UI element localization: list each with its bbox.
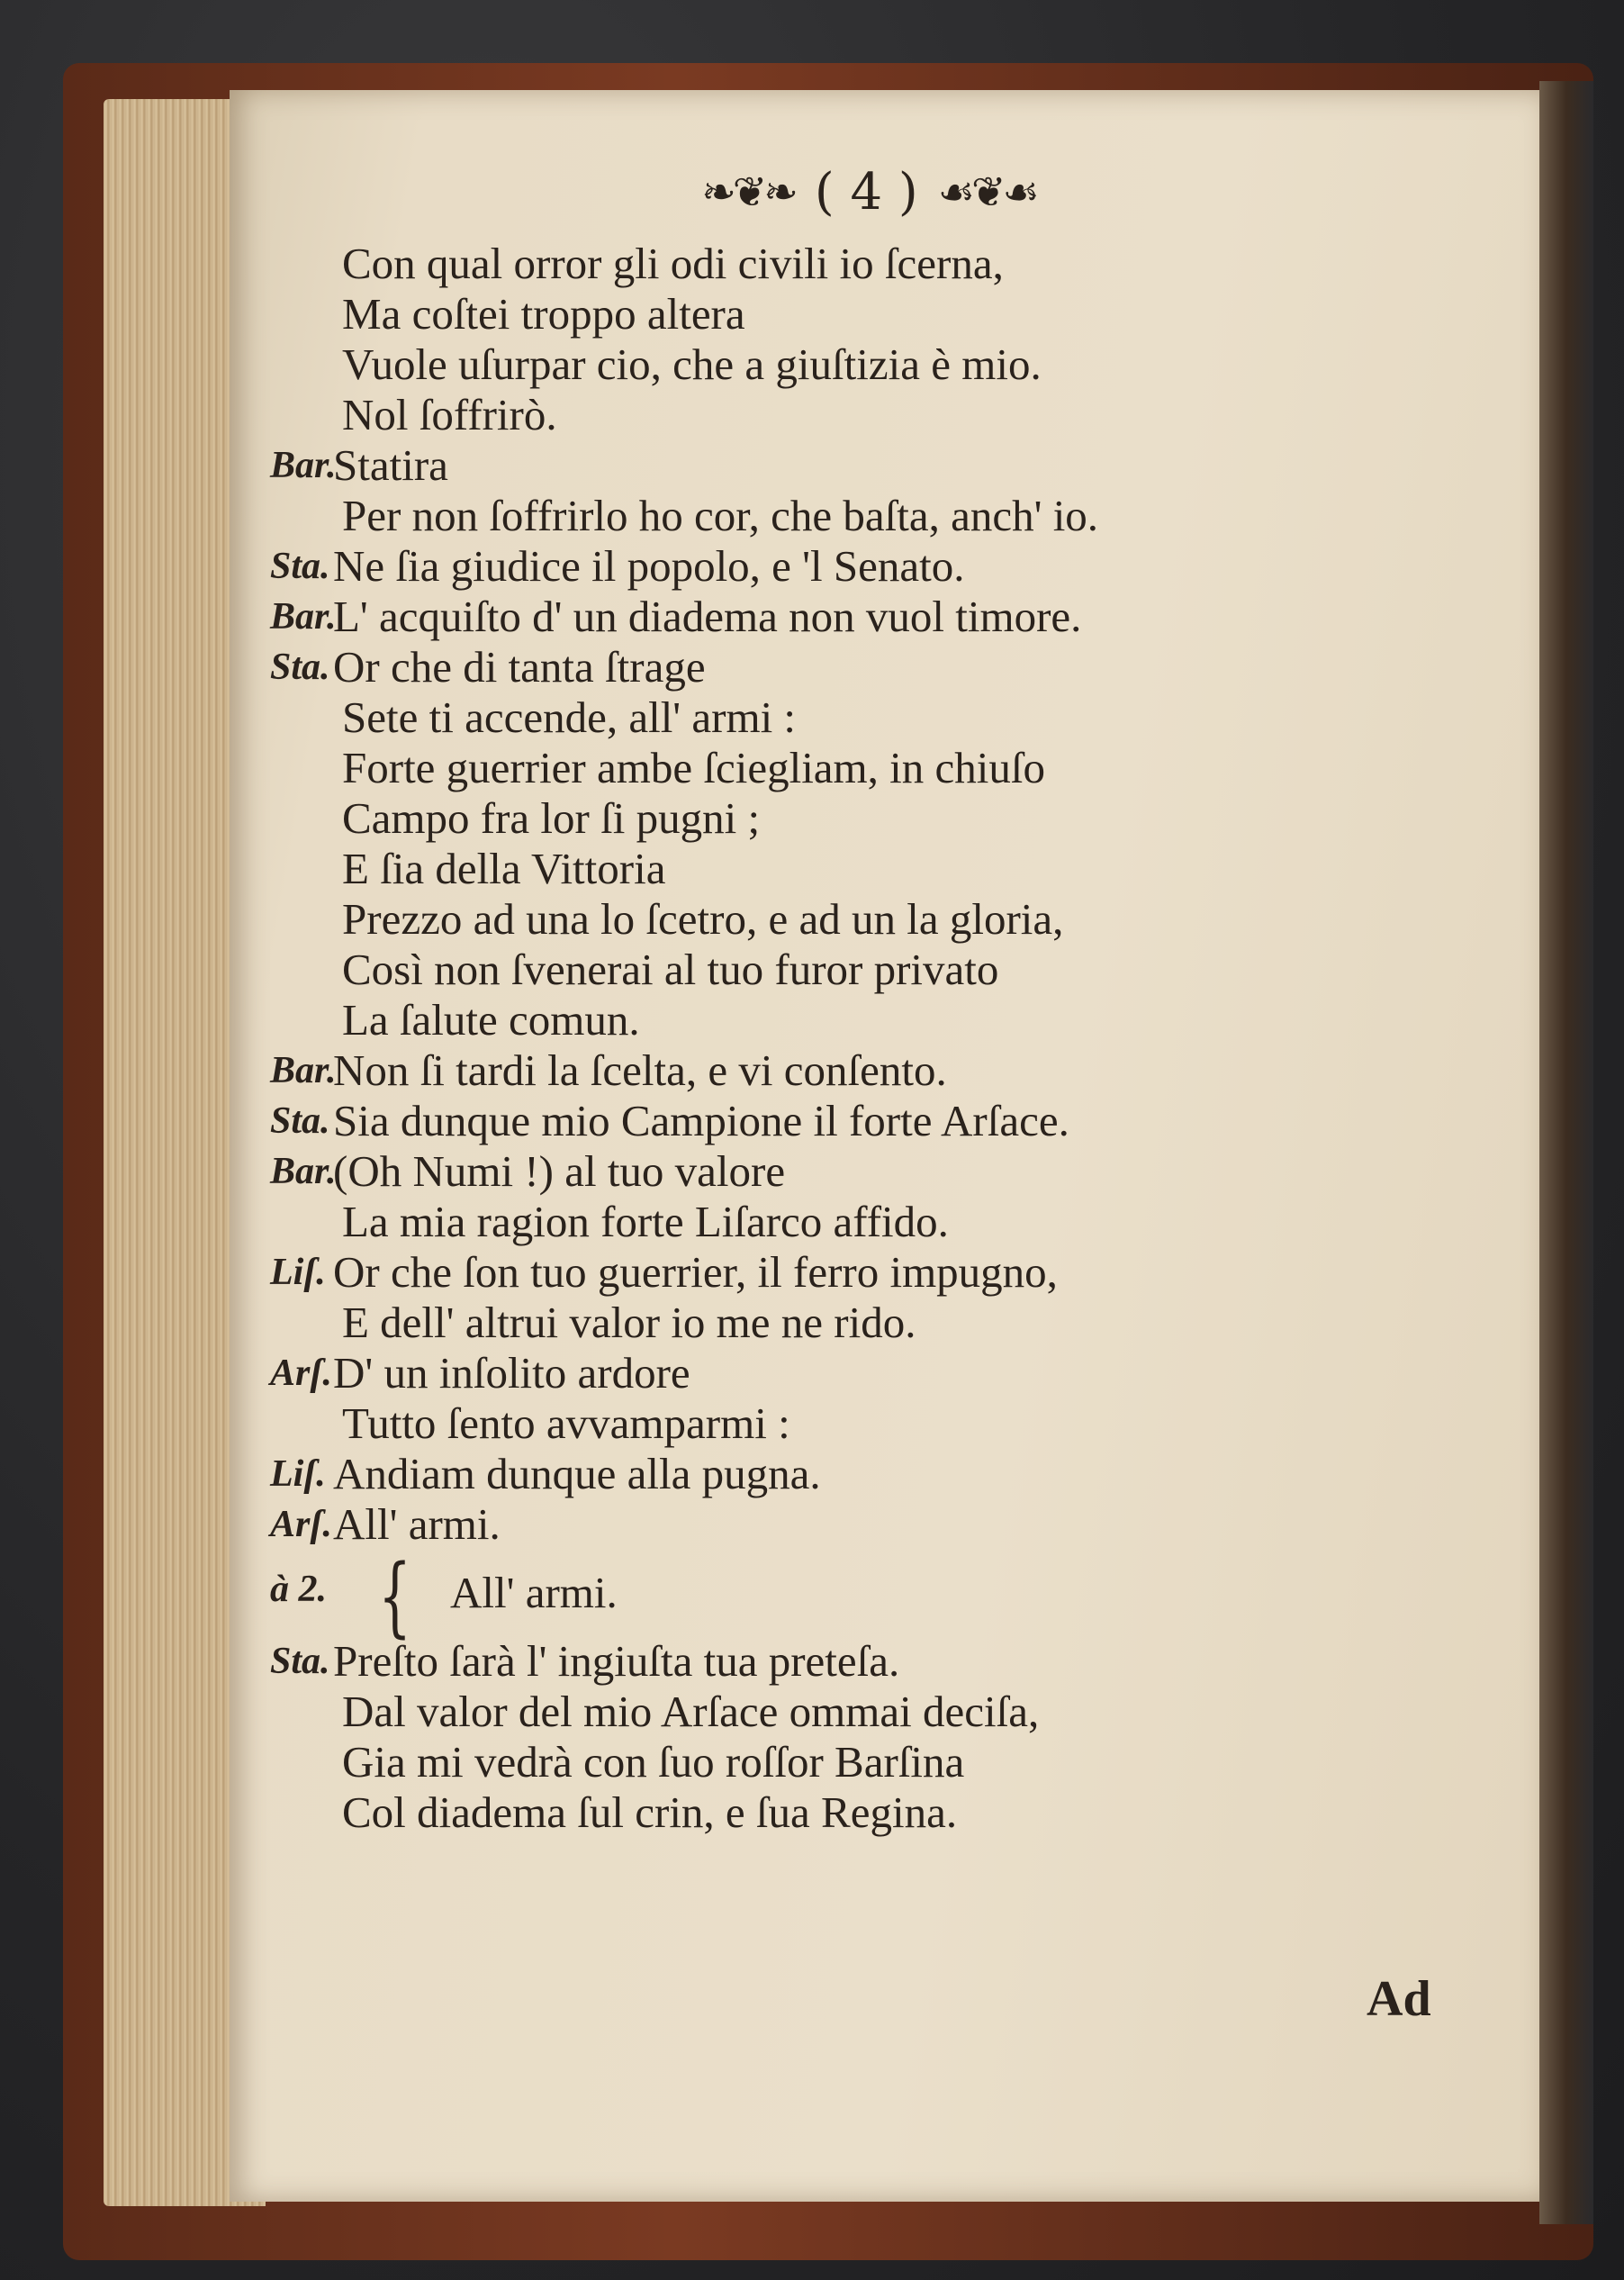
text-line	[270, 1499, 1458, 1550]
speaker-label: à 2.	[270, 1569, 327, 1610]
text-line	[270, 692, 1458, 743]
speaker-label: Arſ.	[270, 1353, 332, 1394]
text-line	[270, 793, 1458, 844]
verse-text: Sete ti accende, all' armi :	[342, 692, 797, 742]
text-line	[270, 1247, 1458, 1298]
text-line	[270, 1348, 1458, 1398]
text-line	[270, 1787, 1458, 1838]
verse-text: E dell' altrui valor io me ne rido.	[342, 1298, 916, 1347]
verse-text: Nol ſoffrirò.	[342, 390, 557, 439]
verse-text: Prezzo ad una lo ſcetro, e ad un la gloria,	[342, 894, 1064, 944]
text-line	[270, 289, 1458, 339]
verse-text: Forte guerrier ambe ſciegliam, in chiuſo	[342, 743, 1046, 792]
chorus-line	[270, 1546, 1458, 1647]
speaker-label: Liſ.	[270, 1252, 326, 1293]
verse-text: Per non ſoffrirlo ho cor, che baſta, anch' io.	[342, 491, 1099, 540]
speaker-label: Liſ.	[270, 1453, 326, 1495]
speaker-label: Bar.	[270, 1050, 337, 1091]
text-line	[270, 894, 1458, 945]
text-line	[270, 945, 1458, 995]
text-line	[270, 642, 1458, 692]
text-line	[270, 1298, 1458, 1348]
verse-text: Or che di tanta ſtrage	[333, 642, 706, 692]
text-line	[270, 1197, 1458, 1247]
verse-text: Non ſi tardi la ſcelta, e vi conſento.	[333, 1045, 947, 1095]
facing-page-edge	[1539, 81, 1593, 2224]
speaker-label: Sta.	[270, 1641, 330, 1682]
brace-icon: {	[378, 1546, 411, 1647]
text-line	[270, 844, 1458, 894]
verse-text: Gia mi vedrà con ſuo roſſor Barſina	[342, 1737, 965, 1787]
verse-text: La ſalute comun.	[342, 995, 640, 1045]
verse-text: La mia ragion forte Liſarco affido.	[342, 1197, 949, 1246]
catchword: Ad	[1367, 1971, 1431, 2027]
verse-text: Preſto ſarà l' ingiuſta tua preteſa.	[333, 1636, 900, 1686]
text-line	[270, 995, 1458, 1045]
text-line	[270, 1636, 1458, 1687]
text-line	[270, 592, 1458, 642]
speaker-label: Bar.	[270, 1151, 337, 1192]
verse-text: E ſia della Vittoria	[342, 844, 666, 893]
verse-text: Con qual orror gli odi civili io ſcerna,	[342, 239, 1004, 288]
verse-text: All' armi.	[333, 1499, 501, 1549]
verse-text: Tutto ſento avvamparmi :	[342, 1398, 790, 1448]
speaker-label: Sta.	[270, 647, 330, 688]
text-line	[270, 440, 1458, 491]
libretto-text	[270, 239, 1458, 1838]
verse-text: L' acquiſto d' un diadema non vuol timore.	[333, 592, 1082, 641]
text-line	[270, 1737, 1458, 1787]
verse-text: (Oh Numi !) al tuo valore	[333, 1146, 786, 1196]
text-line	[270, 491, 1458, 541]
verse-text: Ne ſia giudice il popolo, e 'l Senato.	[333, 541, 965, 591]
text-line	[270, 1096, 1458, 1146]
speaker-label: Bar.	[270, 445, 337, 486]
text-line	[270, 1045, 1458, 1096]
verse-text: Campo fra lor ſi pugni ;	[342, 793, 761, 843]
verse-text: Or che ſon tuo guerrier, il ferro impugno,	[333, 1247, 1058, 1297]
text-line	[270, 743, 1458, 793]
speaker-label: Bar.	[270, 596, 337, 638]
text-line	[270, 1398, 1458, 1449]
ornament-left-icon: ❧❦❧	[701, 167, 795, 216]
verse-text: Col diadema ſul crin, e ſua Regina.	[342, 1787, 958, 1837]
text-line	[270, 1687, 1458, 1737]
text-line	[270, 239, 1458, 289]
verse-text: Sia dunque mio Campione il forte Arſace.	[333, 1096, 1069, 1145]
verse-text: Statira	[333, 440, 448, 490]
verse-text: Vuole uſurpar cio, che a giuſtizia è mio.	[342, 339, 1042, 389]
speaker-label: Sta.	[270, 1100, 330, 1142]
text-line	[270, 1146, 1458, 1197]
speaker-label: Sta.	[270, 546, 330, 587]
page-number: ( 4 )	[814, 162, 918, 222]
verse-text: D' un inſolito ardore	[333, 1348, 690, 1398]
verse-text: Andiam dunque alla pugna.	[333, 1449, 821, 1498]
speaker-label: Arſ.	[270, 1504, 332, 1545]
text-line	[270, 339, 1458, 390]
verse-text: All' armi.	[450, 1568, 618, 1617]
verse-text: Così non ſvenerai al tuo furor privato	[342, 945, 999, 994]
verse-text: Dal valor del mio Arſace ommai deciſa,	[342, 1687, 1040, 1736]
ornament-right-icon: ☙❦☙	[937, 167, 1036, 216]
text-line	[270, 390, 1458, 440]
verse-text: Ma coſtei troppo altera	[342, 289, 745, 339]
text-line	[270, 1449, 1458, 1499]
page-header	[644, 151, 1094, 232]
text-line	[270, 541, 1458, 592]
